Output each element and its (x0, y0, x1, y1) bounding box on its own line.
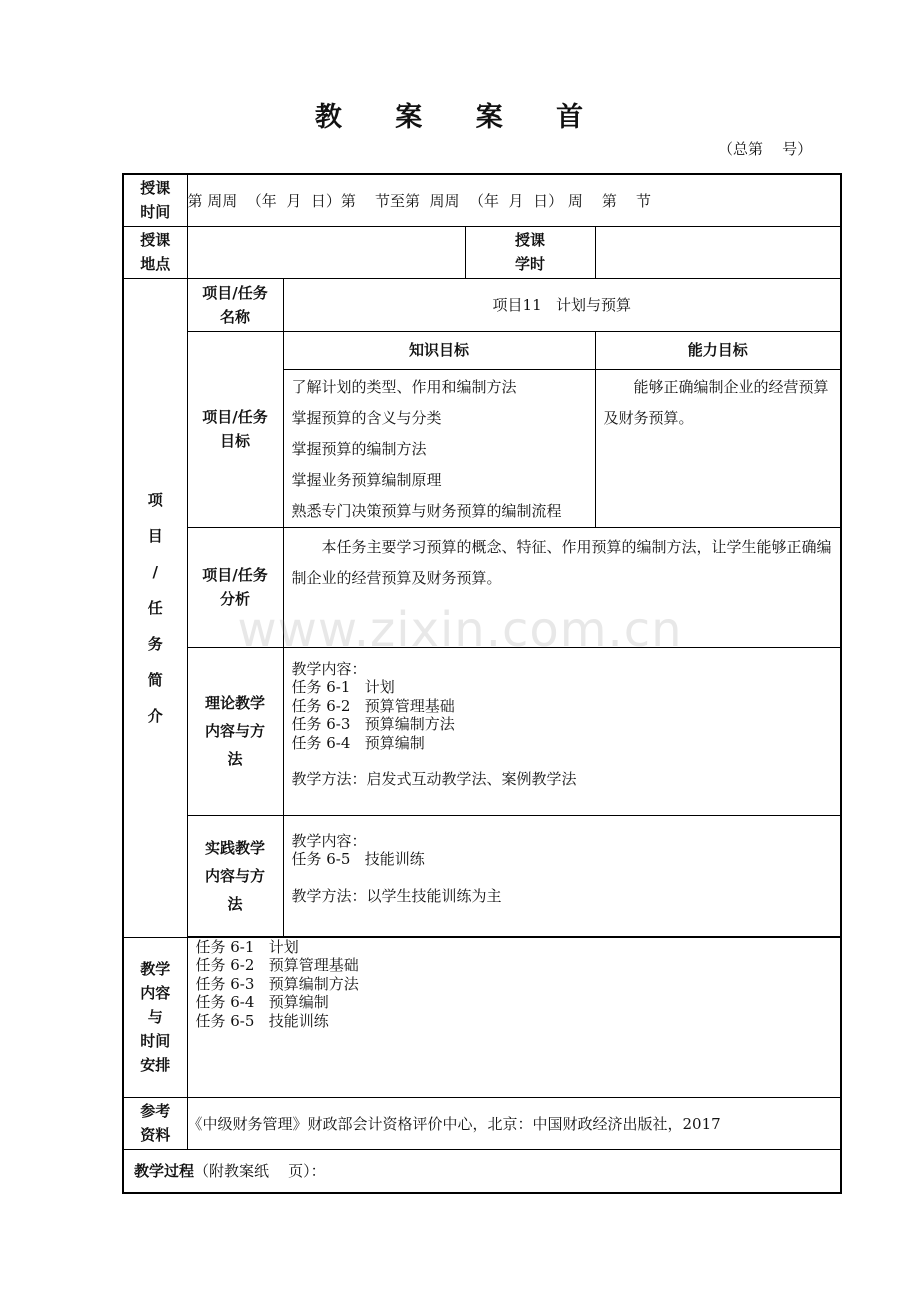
theory-row (123, 647, 841, 815)
ability-header: 能力目标 (595, 331, 841, 369)
hours-label-line1: 授课 (514, 231, 545, 249)
task-name-label-line1: 项目/任务 (202, 283, 268, 302)
references-row (123, 1097, 841, 1149)
task-name-label (187, 278, 283, 331)
practice-content-title: 教学内容： (291, 831, 367, 850)
knowledge-item: 熟悉专门决策预算与财务预算的编制流程 (291, 501, 562, 520)
process-cell[interactable] (123, 1149, 841, 1193)
knowledge-item: 了解计划的类型、作用和编制方法 (291, 377, 517, 396)
analysis-label (187, 527, 283, 647)
analysis-row (123, 527, 841, 647)
hours-label (465, 226, 595, 278)
arrangement-label-line: 与 (147, 1008, 163, 1026)
theory-label-line2: 内容与方 (204, 722, 265, 740)
side-label-char: 务 (147, 634, 163, 653)
side-label-char: 简 (147, 670, 163, 689)
arrangement-label-line: 安排 (140, 1056, 171, 1074)
theory-content-title: 教学内容： (291, 659, 367, 678)
references-label (123, 1097, 187, 1149)
theory-item: 任务 6-3 预算编制方法 (291, 715, 455, 733)
analysis-label-line2: 分析 (219, 590, 250, 608)
practice-label-line2: 内容与方 (204, 866, 265, 885)
goal-label (187, 331, 283, 527)
theory-label-line3: 法 (227, 750, 243, 768)
goal-label-line2: 目标 (219, 432, 250, 450)
theory-cell[interactable] (283, 647, 841, 815)
arrangement-item: 任务 6-2 预算管理基础 (195, 956, 359, 974)
arrangement-item: 任务 6-5 技能训练 (195, 1011, 329, 1030)
location-value[interactable] (187, 226, 465, 278)
side-label-char: / (152, 562, 158, 581)
ability-text-cell[interactable] (595, 369, 841, 527)
schedule-label-line2: 时间 (140, 203, 171, 222)
hours-value[interactable] (595, 226, 841, 278)
arrangement-item: 任务 6-3 预算编制方法 (195, 974, 359, 993)
arrangement-item: 任务 6-1 计划 (195, 937, 299, 956)
practice-item: 任务 6-5 技能训练 (291, 850, 425, 868)
arrangement-label-line: 时间 (140, 1032, 171, 1050)
task-name-value[interactable]: 项目11 计划与预算 (283, 278, 841, 331)
goal-header-row (123, 331, 841, 369)
arrangement-cell[interactable] (187, 937, 841, 1097)
side-label-char: 任 (147, 598, 163, 617)
analysis-label-line1: 项目/任务 (202, 566, 268, 584)
references-label-line1: 参考 (140, 1102, 171, 1120)
document-title: 教 案 案 首 (314, 102, 606, 133)
knowledge-item: 掌握预算的含义与分类 (291, 408, 442, 427)
practice-label-line3: 法 (227, 894, 243, 913)
process-label: 教学过程 (134, 1162, 195, 1181)
schedule-label (123, 174, 187, 226)
knowledge-header: 知识目标 (283, 331, 595, 369)
practice-cell[interactable] (283, 815, 841, 936)
schedule-row (123, 174, 841, 226)
theory-item: 任务 6-2 预算管理基础 (291, 696, 455, 715)
hours-label-line2: 学时 (514, 255, 545, 273)
arrangement-label-line: 教学 (140, 960, 171, 978)
intro-side-label (123, 278, 187, 937)
location-label-line1: 授课 (140, 231, 171, 249)
goal-label-line1: 项目/任务 (202, 408, 268, 426)
theory-item: 任务 6-1 计划 (291, 678, 395, 696)
knowledge-item: 掌握业务预算编制原理 (291, 470, 442, 489)
references-value[interactable]: 《中级财务管理》财政部会计资格评价中心，北京：中国财政经济出版社，2017 (187, 1097, 841, 1149)
lesson-plan-table (122, 173, 842, 1194)
analysis-cell[interactable] (283, 527, 841, 647)
practice-row (123, 815, 841, 936)
process-note: （附教案纸 页）： (194, 1162, 326, 1181)
practice-label-line1: 实践教学 (204, 838, 265, 857)
practice-label (187, 815, 283, 936)
location-row (123, 226, 841, 278)
theory-item: 任务 6-4 预算编制 (291, 733, 425, 752)
arrangement-row (123, 937, 841, 1097)
knowledge-list[interactable] (283, 369, 595, 527)
arrangement-label (123, 937, 187, 1097)
theory-method: 教学方法：启发式互动教学法、案例教学法 (291, 770, 577, 788)
side-label-char: 介 (147, 706, 163, 725)
practice-method: 教学方法：以学生技能训练为主 (291, 886, 502, 905)
ability-text: 能够正确编制企业的经营预算及财务预算。 (603, 377, 829, 427)
theory-label (187, 647, 283, 815)
side-label-char: 目 (147, 526, 163, 545)
schedule-label-line1: 授课 (140, 179, 171, 198)
process-row (123, 1149, 841, 1193)
arrangement-label-line: 内容 (140, 984, 171, 1002)
arrangement-item: 任务 6-4 预算编制 (195, 993, 329, 1011)
analysis-text: 本任务主要学习预算的概念、特征、作用预算的编制方法，让学生能够正确编制企业的经营预算及财务预算。 (291, 537, 832, 587)
task-name-label-line2: 名称 (219, 307, 250, 326)
references-label-line2: 资料 (140, 1126, 171, 1144)
serial-number: （总第 号） (718, 140, 813, 158)
side-label-char: 项 (147, 490, 163, 509)
task-name-row (123, 278, 841, 331)
location-label (123, 226, 187, 278)
location-label-line2: 地点 (140, 255, 171, 273)
watermark: www.zixin.com.cn (237, 602, 683, 658)
schedule-value[interactable]: 第 周周 （年 月 日）第 节至第 周周 （年 月 日） 周 第 节 (187, 174, 841, 226)
theory-label-line1: 理论教学 (204, 694, 265, 712)
knowledge-item: 掌握预算的编制方法 (291, 439, 427, 458)
